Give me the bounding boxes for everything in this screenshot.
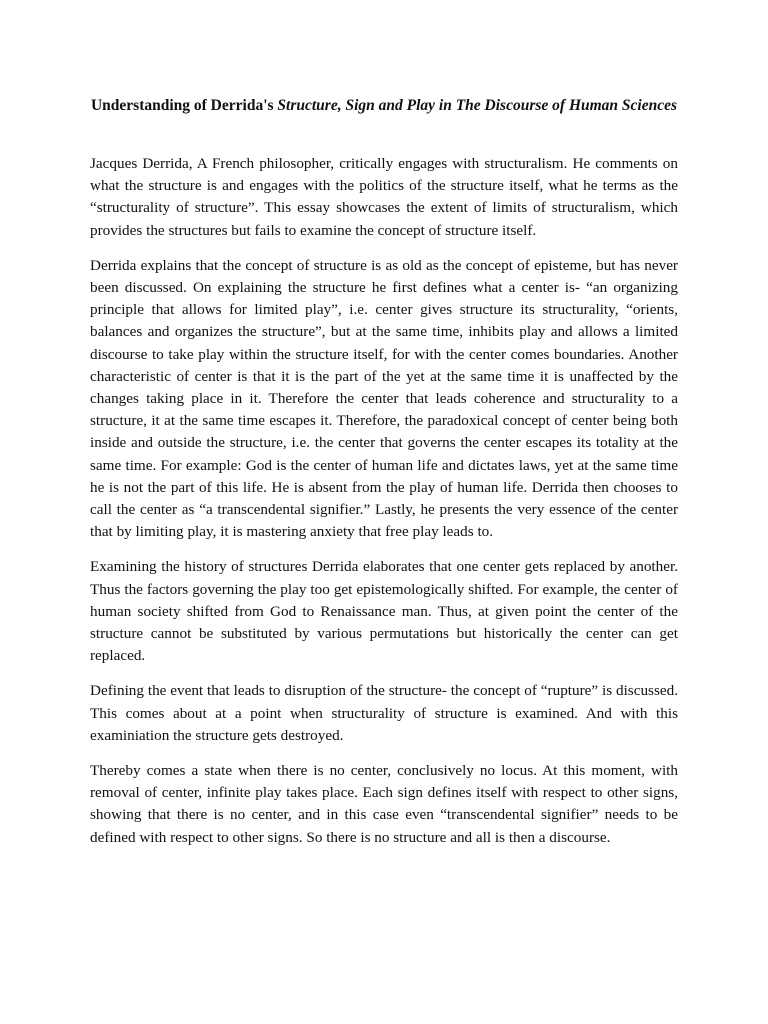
document-title (90, 94, 678, 118)
title-prefix: Understanding of Derrida's (90, 97, 278, 114)
paragraph-1: Jacques Derrida, A French philosopher, critically engages with structuralism. He comments on what the structure is and engages with the politics of the structure itself, what he terms as the “structurality of structure”. This essay showcases the extent of limits of structuralism, which provides the structures but fails to examine the concept of structure itself. (90, 155, 678, 239)
paragraph-4: Defining the event that leads to disruption of the structure- the concept of “rupture” is discussed. This comes about at a point when structurality of structure is examined. And with this examiniation the structure gets destroyed. (90, 682, 678, 744)
document-body (90, 153, 678, 862)
paragraph-5: Thereby comes a state when there is no center, conclusively no locus. At this moment, with removal of center, infinite play takes place. Each sign defines itself with respect to other signs, showing that there is no center, and in this case even “transcendental signifier” needs to be defined with respect to other signs. So there is no structure and all is then a discourse. (90, 762, 678, 846)
paragraph-3: Examining the history of structures Derrida elaborates that one center gets replaced by another. Thus the factors governing the play too get epistemologically shifted. For example, the center of human society shifted from God to Renaissance man. Thus, at given point the center of the structure cannot be substituted by various permutations but historically the center can get replaced. (90, 558, 678, 665)
title-emphasis: Structure, Sign and Play in The Discourse of Human Sciences (277, 97, 678, 114)
paragraph-2: Derrida explains that the concept of structure is as old as the concept of episteme, but has never been discussed. On explaining the structure he first defines what a center is- “an organizing principle that allows for limited play”, i.e. center gives structure its structurality, “orients, balances and organizes the structure”, but at the same time, inhibits play and allows a limited discourse to take play within the structure itself, for with the center comes boundaries. Another characteristic of center is that it is the part of the yet at the same time it is unaffected by the changes taking place in it. Therefore the center that leads coherence and structurality to a structure, it at the same time escapes it. Therefore, the paradoxical concept of center being both inside and outside the structure, i.e. the center that governs the center escapes its totality at the same time. For example: God is the center of human life and dictates laws, yet at the same time he is not the part of this life. He is absent from the play of human life. Derrida then chooses to call the center as “a transcendental signifier.” Lastly, he presents the very essence of the center that by limiting play, it is mastering anxiety that free play leads to. (90, 256, 678, 541)
